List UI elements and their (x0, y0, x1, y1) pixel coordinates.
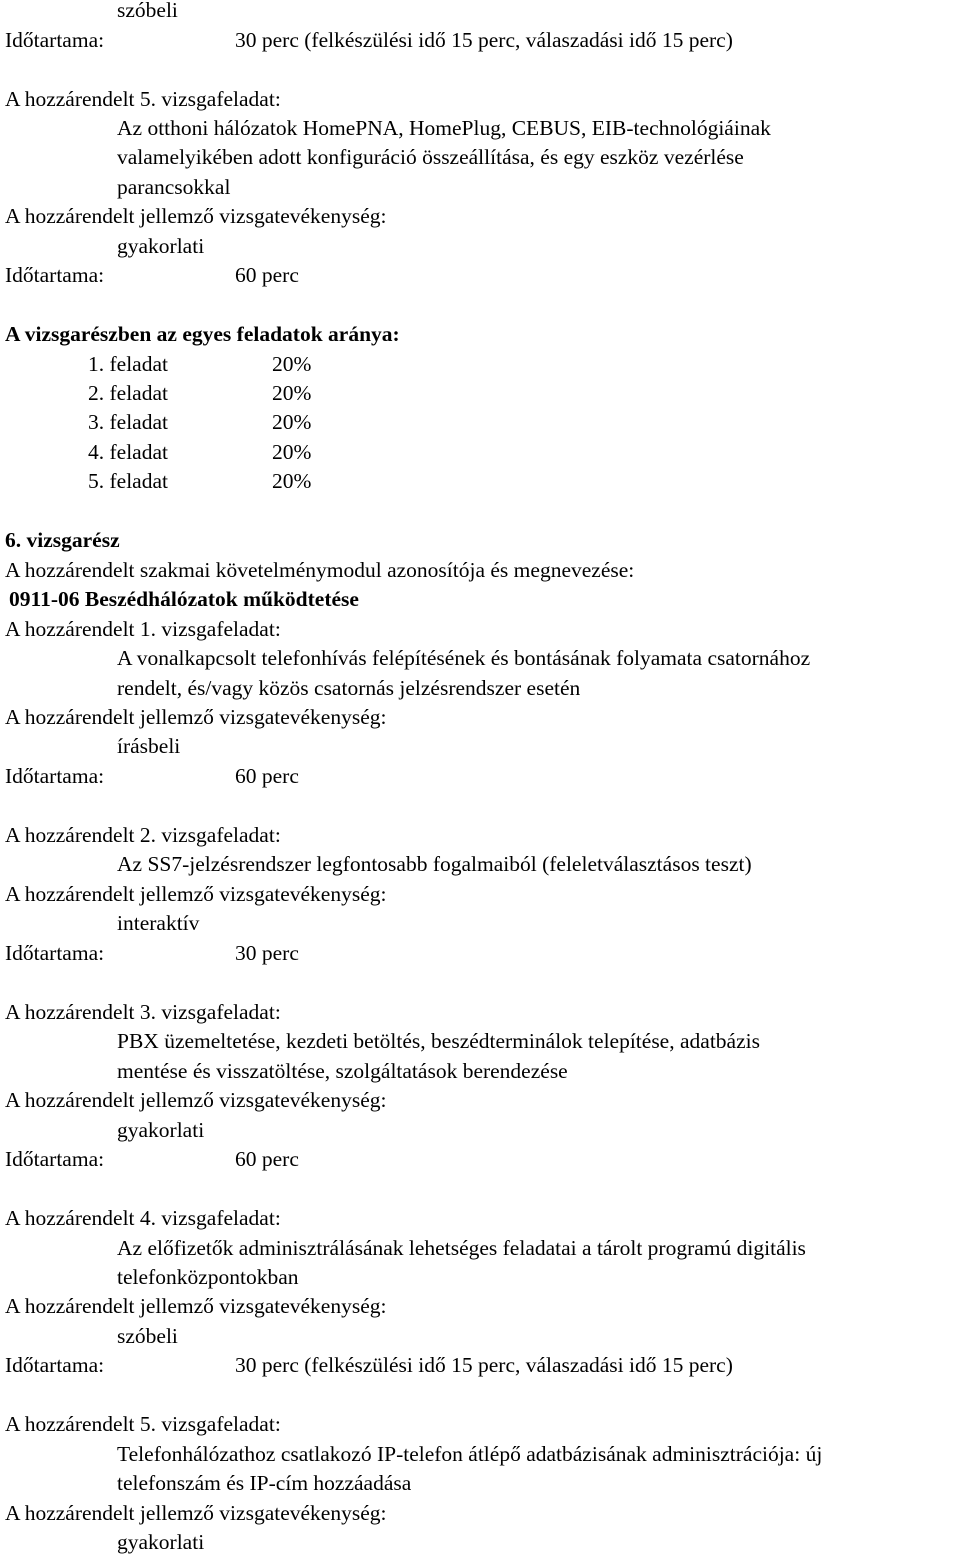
duration-label: Időtartama: (5, 1147, 105, 1171)
module-name: 0911-06 Beszédhálózatok működtetése (9, 587, 359, 611)
task-heading: A hozzárendelt 5. vizsgafeladat: (5, 87, 281, 111)
duration-label: Időtartama: (5, 941, 105, 965)
task-description: Az előfizetők adminisztrálásának lehetséges feladatai a tárolt programú digitális (117, 1236, 806, 1260)
task-ratio-heading: A vizsgarészben az egyes feladatok aránya: (5, 322, 400, 346)
task-ratio-label: 2. feladat (88, 381, 168, 405)
exam-activity-type: írásbeli (117, 734, 181, 758)
duration-label: Időtartama: (5, 28, 105, 52)
task-description: Az SS7-jelzésrendszer legfontosabb fogalmaiból (feleletválasztásos teszt) (117, 852, 752, 876)
task-ratio-label: 3. feladat (88, 410, 168, 434)
task-description: telefonszám és IP-cím hozzáadása (117, 1471, 412, 1495)
task-ratio-value: 20% (272, 410, 312, 434)
task-description: Az otthoni hálózatok HomePNA, HomePlug, CEBUS, EIB-technológiáinak (117, 116, 771, 140)
task-ratio-value: 20% (272, 352, 312, 376)
task-ratio-label: 5. feladat (88, 469, 168, 493)
task-ratio-value: 20% (272, 381, 312, 405)
duration-label: Időtartama: (5, 764, 105, 788)
task-description: PBX üzemeltetése, kezdeti betöltés, beszédterminálok telepítése, adatbázis (117, 1029, 760, 1053)
task-heading: A hozzárendelt 3. vizsgafeladat: (5, 1000, 281, 1024)
task-description: A vonalkapcsolt telefonhívás felépítésének és bontásának folyamata csatornához (117, 646, 811, 670)
task-description: parancsokkal (117, 175, 231, 199)
activity-heading: A hozzárendelt jellemző vizsgatevékenység: (5, 1294, 387, 1318)
task-ratio-label: 1. feladat (88, 352, 168, 376)
duration-value: 30 perc (felkészülési idő 15 perc, válaszadási idő 15 perc) (235, 1353, 733, 1377)
task-ratio-value: 20% (272, 440, 312, 464)
task-description: rendelt, és/vagy közös csatornás jelzésrendszer esetén (117, 676, 581, 700)
duration-value: 60 perc (235, 764, 299, 788)
exam-activity-type: szóbeli (117, 0, 178, 22)
exam-activity-type: gyakorlati (117, 1530, 205, 1554)
task-heading: A hozzárendelt 4. vizsgafeladat: (5, 1206, 281, 1230)
task-heading: A hozzárendelt 5. vizsgafeladat: (5, 1412, 281, 1436)
task-heading: A hozzárendelt 2. vizsgafeladat: (5, 823, 281, 847)
exam-activity-type: gyakorlati (117, 1118, 205, 1142)
task-description: Telefonhálózathoz csatlakozó IP-telefon átlépő adatbázisának adminisztrációja: új (117, 1442, 823, 1466)
exam-activity-type: szóbeli (117, 1324, 178, 1348)
exam-activity-type: interaktív (117, 911, 200, 935)
task-description: telefonközpontokban (117, 1265, 299, 1289)
task-description: mentése és visszatöltése, szolgáltatások berendezése (117, 1059, 568, 1083)
activity-heading: A hozzárendelt jellemző vizsgatevékenység: (5, 705, 387, 729)
activity-heading: A hozzárendelt jellemző vizsgatevékenység: (5, 1088, 387, 1112)
duration-label: Időtartama: (5, 1353, 105, 1377)
activity-heading: A hozzárendelt jellemző vizsgatevékenység: (5, 1501, 387, 1525)
task-ratio-label: 4. feladat (88, 440, 168, 464)
activity-heading: A hozzárendelt jellemző vizsgatevékenység: (5, 204, 387, 228)
duration-label: Időtartama: (5, 263, 105, 287)
duration-value: 60 perc (235, 1147, 299, 1171)
module-heading: A hozzárendelt szakmai követelménymodul azonosítója és megnevezése: (5, 558, 635, 582)
task-heading: A hozzárendelt 1. vizsgafeladat: (5, 617, 281, 641)
duration-value: 30 perc (felkészülési idő 15 perc, válaszadási idő 15 perc) (235, 28, 733, 52)
task-ratio-value: 20% (272, 469, 312, 493)
activity-heading: A hozzárendelt jellemző vizsgatevékenység: (5, 882, 387, 906)
duration-value: 30 perc (235, 941, 299, 965)
section-heading: 6. vizsgarész (5, 528, 120, 552)
task-description: valamelyikében adott konfiguráció összeállítása, és egy eszköz vezérlése (117, 145, 744, 169)
exam-activity-type: gyakorlati (117, 234, 205, 258)
duration-value: 60 perc (235, 263, 299, 287)
